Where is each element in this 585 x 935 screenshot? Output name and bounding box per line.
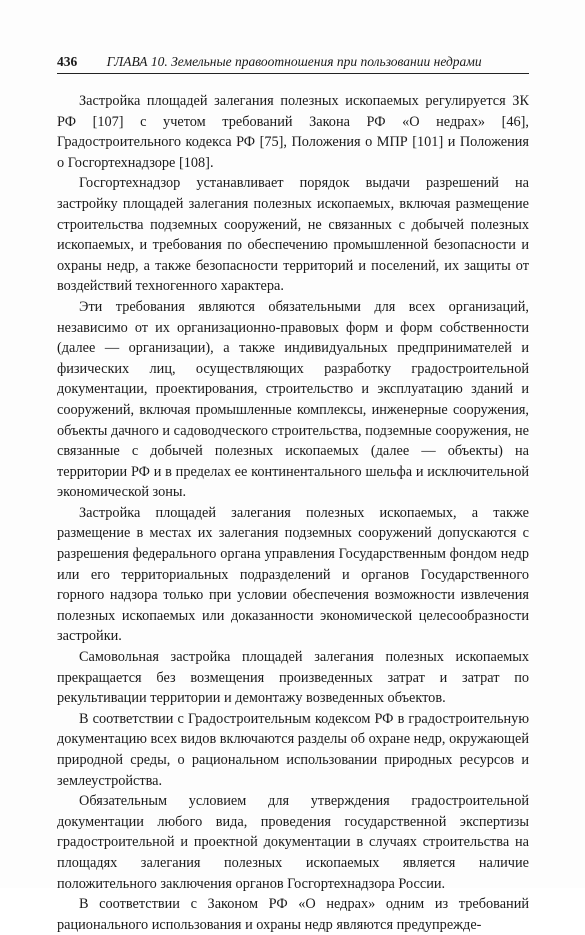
paragraph: Застройка площадей залегания полезных ископаемых регулируется ЗК РФ [107] с учетом требований Закона РФ «О недрах» [46], Градостроительного кодекса РФ [75], Положения о МПР [101] и Положения о Госгортехнадзоре [108].: [57, 93, 529, 171]
paragraph: Застройка площадей залегания полезных ископаемых, а также размещение в местах их залегания подземных сооружений допускаются с разрешения федерального органа управления Государственным фондом недр или его территориальных подразделений и органов Государственного горного надзора только при условии обеспечения возможности извлечения полезных ископаемых или доказанности экономической целесообразности застройки.: [57, 504, 529, 645]
chapter-title: ГЛАВА 10. Земельные правоотношения при пользовании недрами: [106, 54, 482, 69]
running-header: [57, 51, 529, 74]
paragraph: Обязательным условием для утверждения градостроительной документации любого вида, проведения государственной экспертизы градостроительной и проектной документации в случаях строительства на площадях залегания полезных ископаемых является наличие положительного заключения органов Госгортехнадзора России.: [57, 793, 529, 892]
page-number: 436: [57, 54, 78, 69]
paragraph: Самовольная застройка площадей залегания полезных ископаемых прекращается без возмещения произведенных затрат и затрат по рекультивации территории и демонтажу возведенных объектов.: [57, 649, 529, 707]
paragraph: В соответствии с Градостроительным кодексом РФ в градостроительную документацию всех видов включаются разделы об охране недр, окружающей природной среды, о рациональном использовании природных ресурсов и землеустройства.: [57, 710, 529, 789]
paragraph: В соответствии с Законом РФ «О недрах» одним из требований рационального использования и охраны недр являются предупрежде-: [57, 896, 529, 933]
paragraph: Госгортехнадзор устанавливает порядок выдачи разрешений на застройку площадей залегания полезных ископаемых, включая размещение строительства подземных сооружений, не связанных с добычей полезных ископаемых, и требования по обеспечению промышленной безопасности и охраны недр, а также безопасности территорий и поселений, их защиты от воздействий техногенного характера.: [57, 175, 529, 295]
paragraph: Эти требования являются обязательными для всех организаций, независимо от их организационно-правовых форм и форм собственности (далее — организации), а также индивидуальных предпринимателей и физических лиц, осуществляющих разработку градостроительной документации, проектирования, строительство и эксплуатацию зданий и сооружений, включая промышленные комплексы, инженерные сооружения, объекты дачного и садоводческого строительства, подземные сооружения, не связанные с добычей полезных ископаемых (далее — объекты) на территории РФ и в пределах ее континентального шельфа и исключительной экономической зоны.: [57, 298, 529, 501]
body-text: [57, 91, 529, 935]
